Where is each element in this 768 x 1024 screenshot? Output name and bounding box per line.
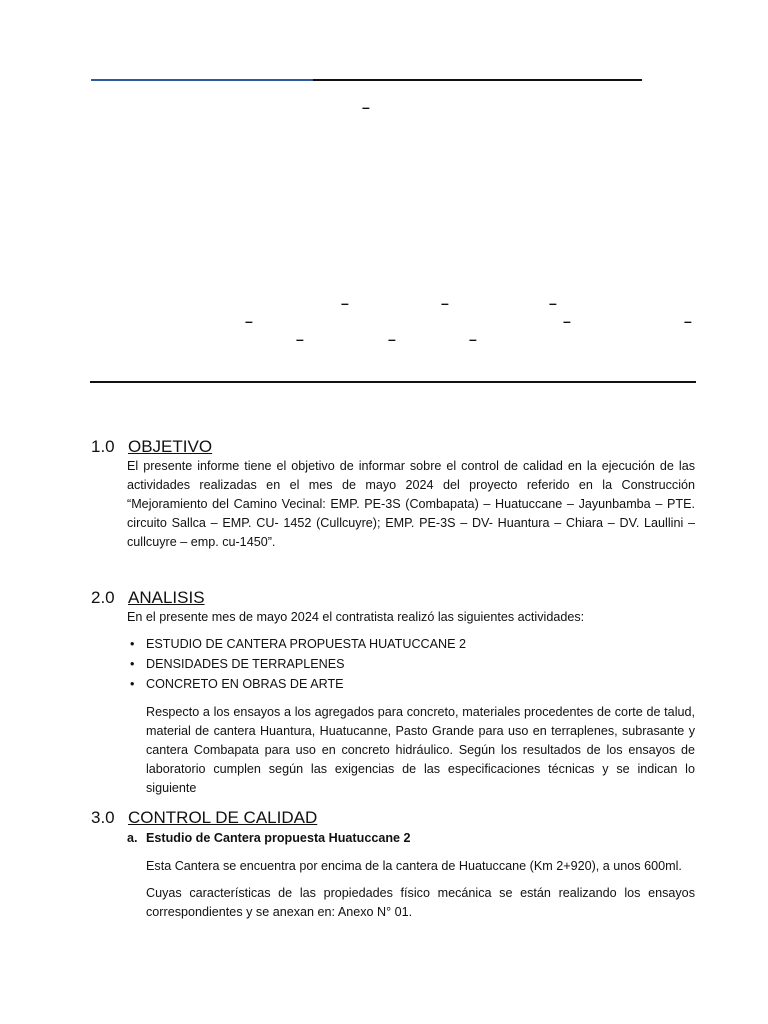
header-dash: – bbox=[441, 295, 449, 311]
subsection-title: Estudio de Cantera propuesta Huatuccane 2 bbox=[146, 831, 411, 845]
header-dash: – bbox=[362, 99, 370, 115]
analisis-intro: En el presente mes de mayo 2024 el contratista realizó las siguientes actividades: bbox=[127, 610, 585, 624]
header-dash: – bbox=[684, 313, 692, 329]
section-title: CONTROL DE CALIDAD bbox=[128, 808, 318, 827]
section-title: OBJETIVO bbox=[128, 437, 213, 456]
control-paragraph-2: Cuyas características de las propiedades físico mecánica se están realizando los ensayos correspondientes y se anexan en: Anexo N° 01. bbox=[146, 886, 695, 919]
subsection-marker: a. bbox=[127, 831, 138, 845]
header-dash: – bbox=[549, 295, 557, 311]
section-number: 1.0 bbox=[91, 437, 115, 456]
section-heading-control bbox=[91, 807, 317, 829]
header-bottom-rule bbox=[90, 381, 696, 383]
header-dash: – bbox=[388, 331, 396, 347]
activities-list bbox=[127, 634, 695, 694]
list-item: • ESTUDIO DE CANTERA PROPUESTA HUATUCCANE 2 bbox=[127, 634, 695, 654]
header-dash: – bbox=[245, 313, 253, 329]
header-dash: – bbox=[469, 331, 477, 347]
section-number: 3.0 bbox=[91, 808, 115, 827]
header-dash: – bbox=[296, 331, 304, 347]
list-item: • CONCRETO EN OBRAS DE ARTE bbox=[127, 674, 695, 694]
list-item: • DENSIDADES DE TERRAPLENES bbox=[127, 654, 695, 674]
section-number: 2.0 bbox=[91, 588, 115, 607]
section-title: ANALISIS bbox=[128, 588, 205, 607]
section-heading-objetivo bbox=[91, 436, 212, 458]
header-dash: – bbox=[563, 313, 571, 329]
section-heading-analisis bbox=[91, 587, 205, 609]
header-rule-black bbox=[313, 79, 642, 81]
objetivo-paragraph: El presente informe tiene el objetivo de informar sobre el control de calidad en la ejecución de las actividades realizadas en el mes de mayo 2024 del proyecto referido en la Construcción “Mejoramiento del Camino Vecinal: EMP. PE-3S (Combapata) – Huatuccane – Jayunbamba – PTE. circuito Sallca – EMP. CU- 1452 (Cullcuyre); EMP. PE-3S – DV- Huantura – Chiara – DV. Laullini – cullcuyre – emp. cu-1450”. bbox=[127, 459, 695, 549]
header-rule-blue bbox=[91, 79, 313, 81]
header-dash: – bbox=[341, 295, 349, 311]
subsection-heading bbox=[127, 829, 411, 847]
analisis-paragraph: Respecto a los ensayos a los agregados para concreto, materiales procedentes de corte de talud, material de cantera Huantura, Huatucanne, Pasto Grande para uso en terraplenes, subrasante y cantera Combapata para uso en concreto hidráulico. Según los resultados de los ensayos de laboratorio cumplen según las exigencias de las especificaciones técnicas y se indican lo siguiente bbox=[146, 705, 695, 795]
control-paragraph-1: Esta Cantera se encuentra por encima de la cantera de Huatuccane (Km 2+920), a unos 600ml. bbox=[146, 859, 682, 873]
